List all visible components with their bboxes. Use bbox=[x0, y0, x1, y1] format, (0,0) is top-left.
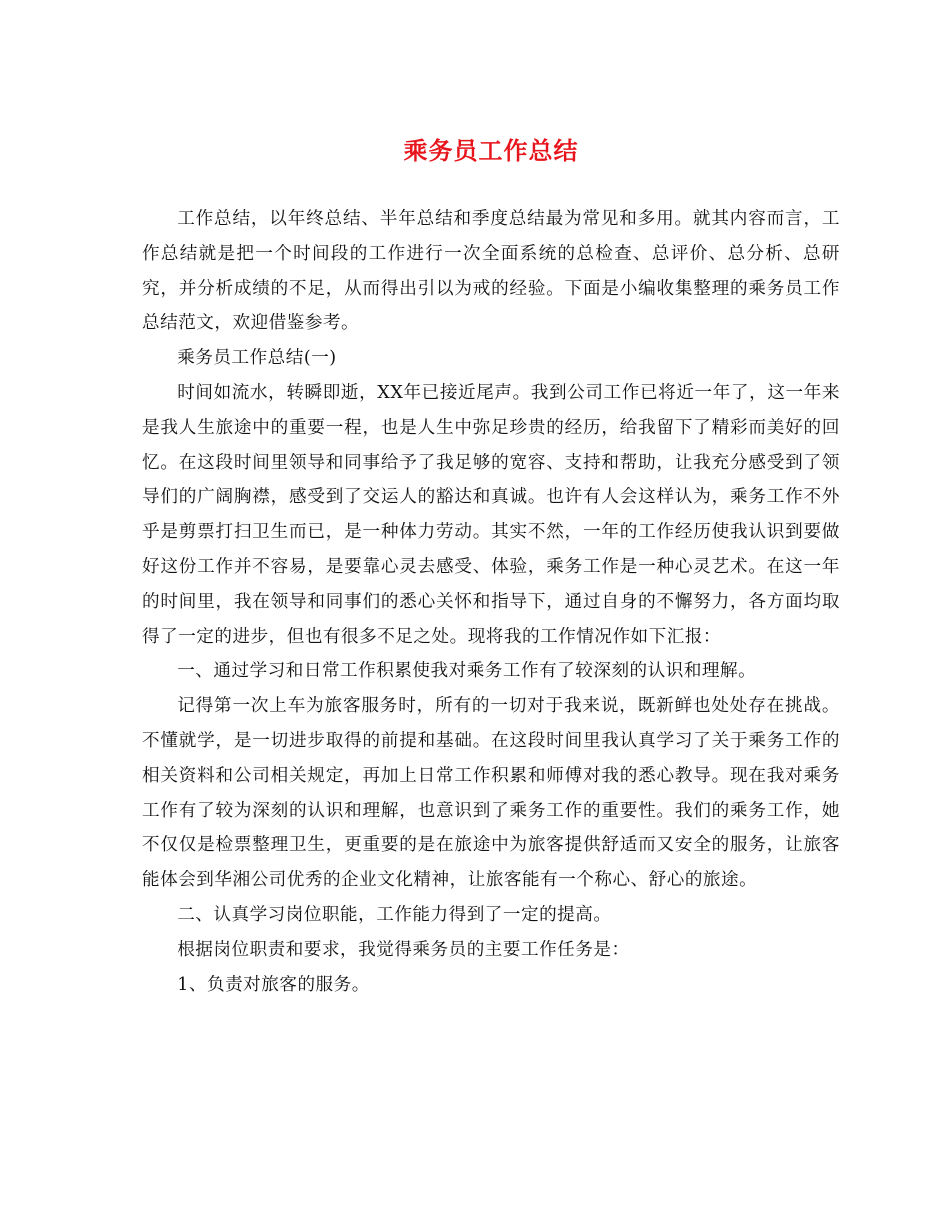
paragraph-point-one: 一、通过学习和日常工作积累使我对乘务工作有了较深刻的认识和理解。 bbox=[177, 661, 757, 682]
paragraph-section-heading: 乘务员工作总结(一) bbox=[177, 348, 337, 369]
paragraph-intro: 工作总结，以年终总结、半年总结和季度总结最为常见和多用。就其内容而言，工作总结就是把一个时间段的工作进行一次全面系统的总检查、总评价、总分析、总研究，并分析成绩的不足，从而得出引以为戒的经验。下面是小编收集整理的乘务员工作总结范文，欢迎借鉴参考。 bbox=[142, 209, 840, 334]
paragraph-opening: 时间如流水，转瞬即逝，XX年已接近尾声。我到公司工作已将近一年了，这一年来是我人生旅途中的重要一程，也是人生中弥足珍贵的经历，给我留下了精彩而美好的回忆。在这段时间里领导和同事给予了我足够的宽容、支持和帮助，让我充分感受到了领导们的广阔胸襟，感受到了交运人的豁达和真诚。也许有人会这样认为，乘务工作不外乎是剪票打扫卫生而已，是一种体力劳动。其实不然，一年的工作经历使我认识到要做好这份工作并不容易，是要靠心灵去感受、体验，乘务工作是一种心灵艺术。在这一年的时间里，我在领导和同事们的悉心关怀和指导下，通过自身的不懈努力，各方面均取得了一定的进步，但也有很多不足之处。现将我的工作情况作如下汇报： bbox=[142, 382, 840, 647]
document-body bbox=[142, 202, 840, 1002]
paragraph-point-two: 二、认真学习岗位职能，工作能力得到了一定的提高。 bbox=[177, 904, 612, 925]
document-title: 乘务员工作总结 bbox=[403, 137, 579, 165]
paragraph-item-one: 1、负责对旅客的服务。 bbox=[177, 974, 370, 995]
paragraph-point-one-body: 记得第一次上车为旅客服务时，所有的一切对于我来说，既新鲜也处处存在挑战。不懂就学，是一切进步取得的前提和基础。在这段时间里我认真学习了关于乘务工作的相关资料和公司相关规定，再加上日常工作积累和师傅对我的悉心教导。现在我对乘务工作有了较为深刻的认识和理解，也意识到了乘务工作的重要性。我们的乘务工作，她不仅仅是检票整理卫生，更重要的是在旅途中为旅客提供舒适而又安全的服务，让旅客能体会到华湘公司优秀的企业文化精神，让旅客能有一个称心、舒心的旅途。 bbox=[142, 696, 840, 891]
paragraph-point-two-body: 根据岗位职责和要求，我觉得乘务员的主要工作任务是： bbox=[177, 939, 630, 960]
